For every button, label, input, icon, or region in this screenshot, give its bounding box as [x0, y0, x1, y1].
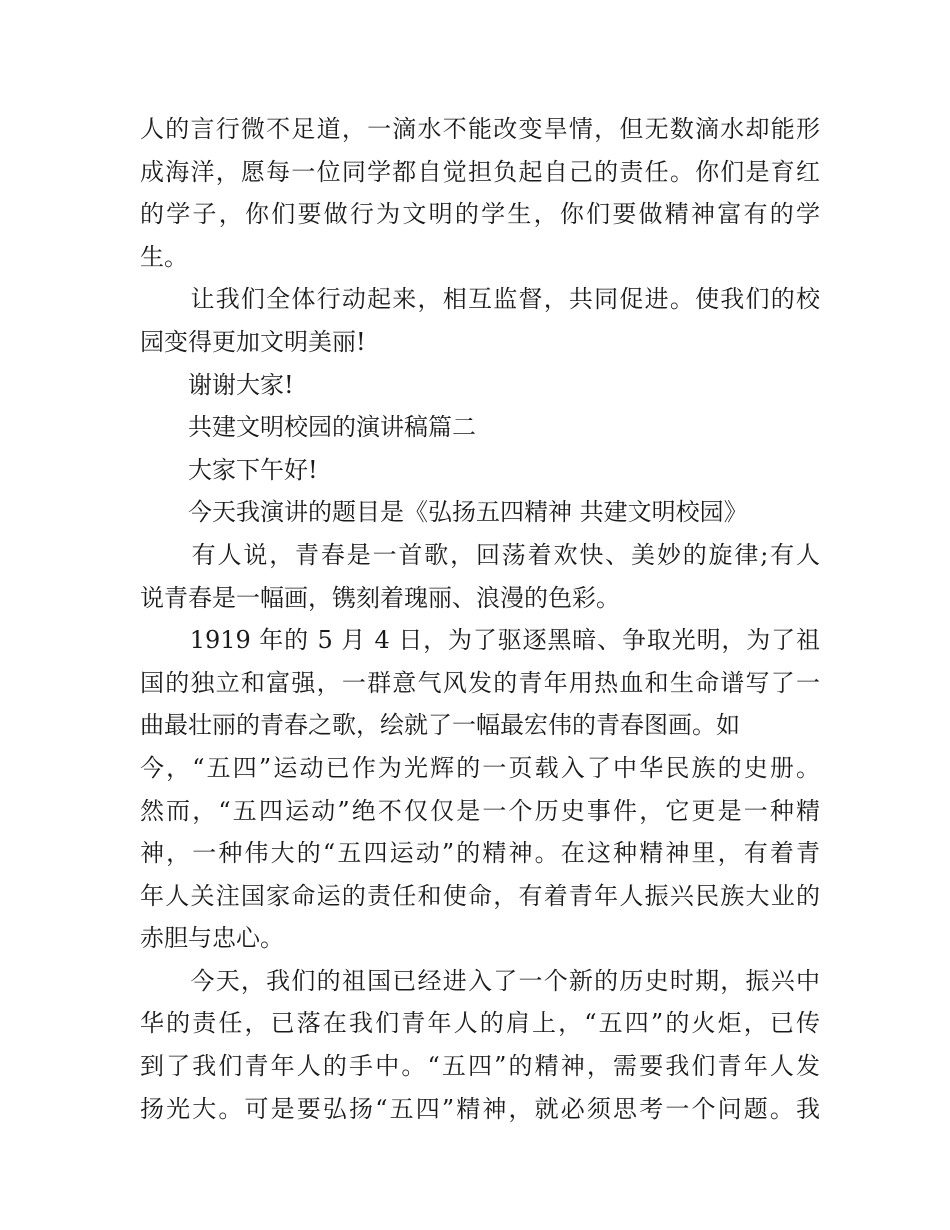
text-line: 1919 年的 5 月 4 日，为了驱逐黑暗、争取光明，为了祖: [140, 626, 820, 655]
text-line: 国的独立和富强，一群意气风发的青年用热血和生命谱写了一: [140, 668, 820, 697]
text-line: 有人说，青春是一首歌，回荡着欢快、美妙的旋律;有人: [140, 540, 820, 569]
text-line: 共建文明校园的演讲稿篇二: [140, 413, 476, 442]
text-line: 神，一种伟大的“五四运动”的精神。在这种精神里，有着青: [140, 839, 820, 868]
text-line: 然而，“五四运动”绝不仅仅是一个历史事件，它更是一种精: [140, 796, 820, 825]
text-line: 人的言行微不足道，一滴水不能改变旱情，但无数滴水却能形: [140, 115, 820, 143]
document-body: [140, 108, 820, 1130]
text-line: 今天，我们的祖国已经进入了一个新的历史时期，振兴中: [140, 966, 820, 995]
text-line: 华的责任，已落在我们青年人的肩上，“五四”的火炬，已传: [140, 1009, 820, 1038]
text-line: 说青春是一幅画，镌刻着瑰丽、浪漫的色彩。: [140, 583, 620, 612]
text-line: 扬光大。可是要弘扬“五四”精神，就必须思考一个问题。我: [140, 1094, 820, 1123]
text-line: 到了我们青年人的手中。“五四”的精神，需要我们青年人发: [140, 1052, 820, 1081]
text-line: 今，“五四”运动已作为光辉的一页载入了中华民族的史册。: [140, 753, 820, 782]
text-line: 曲最壮丽的青春之歌，绘就了一幅最宏伟的青春图画。如: [140, 711, 740, 740]
text-line: 赤胆与忠心。: [140, 924, 284, 953]
text-line: 年人关注国家命运的责任和使命，有着青年人振兴民族大业的: [140, 881, 820, 910]
text-line: 谢谢大家!: [140, 370, 294, 399]
text-line: 园变得更加文明美丽!: [140, 327, 366, 356]
text-line: 让我们全体行动起来，相互监督，共同促进。使我们的校: [140, 285, 820, 314]
text-line: 大家下午好!: [140, 455, 318, 484]
text-line: 的学子，你们要做行为文明的学生，你们要做精神富有的学: [140, 200, 820, 229]
text-line: 成海洋，愿每一位同学都自觉担负起自己的责任。你们是育红: [140, 157, 820, 186]
text-line: 生。: [140, 242, 188, 271]
text-line: 今天我演讲的题目是《弘扬五四精神 共建文明校园》: [140, 498, 748, 527]
